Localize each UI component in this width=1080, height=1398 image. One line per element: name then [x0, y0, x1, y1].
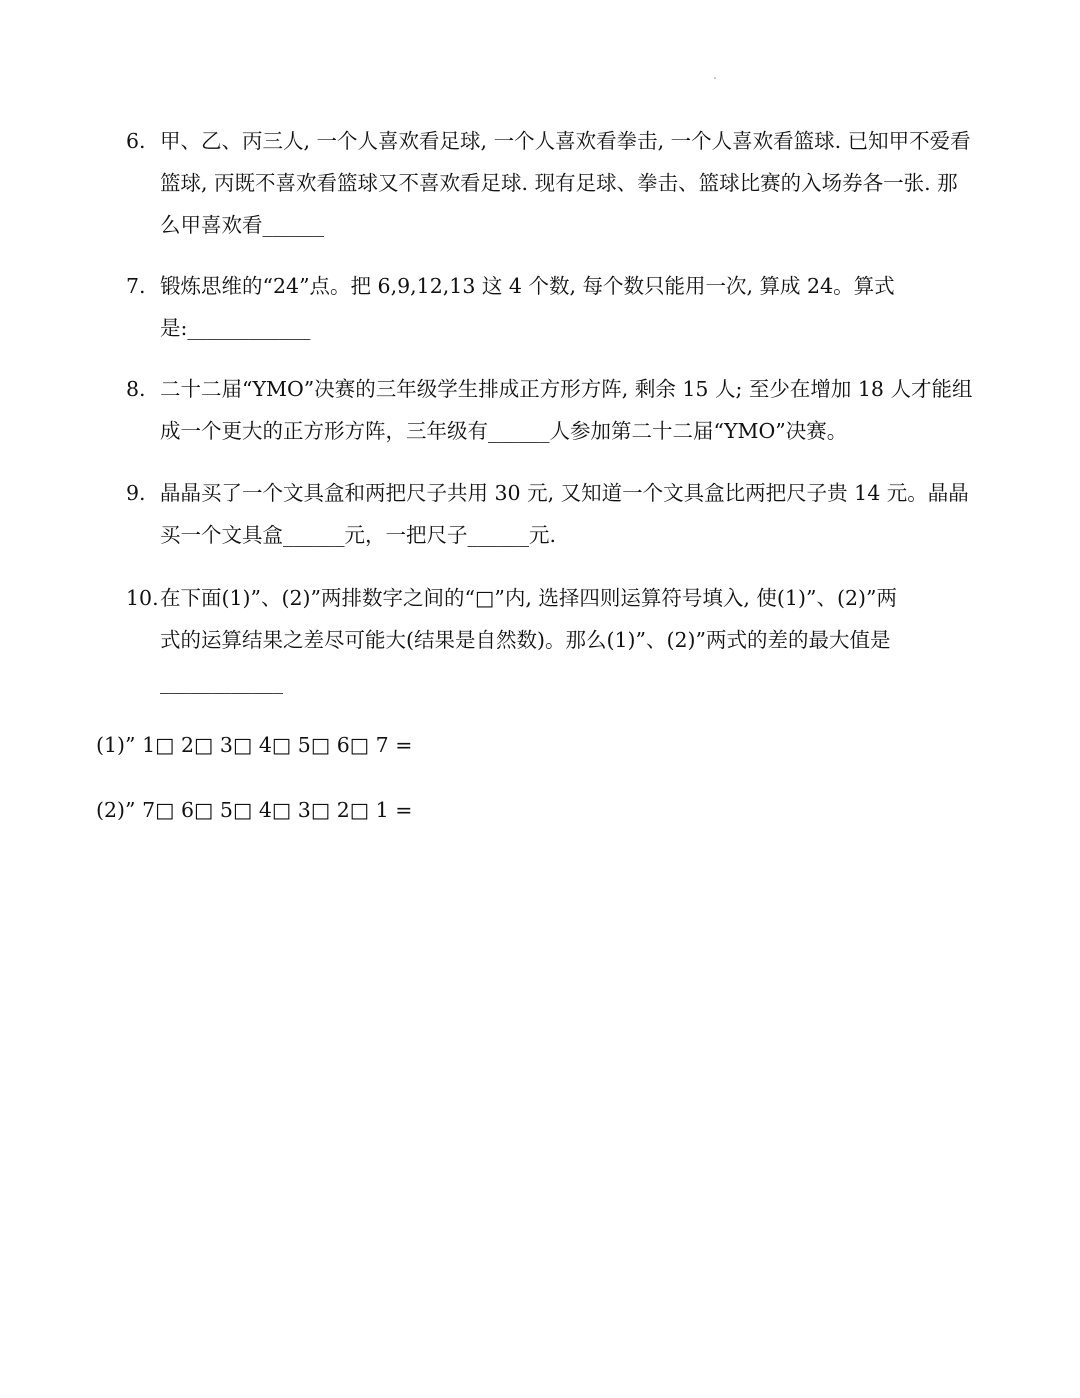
equation-2 [96, 795, 412, 825]
problem-line: 在下面(1)”、(2)”两排数字之间的“□”内, 选择四则运算符号填入, 使(1)”、(2)”两 [160, 586, 897, 610]
problem-line: 是:____________ [160, 316, 311, 340]
equation-expression: 1□ 2□ 3□ 4□ 5□ 6□ 7 = [142, 733, 413, 757]
equation-label: (1)” [96, 733, 136, 757]
problem-10 [126, 577, 988, 703]
problem-line: 二十二届“YMO”决赛的三年级学生排成正方形方阵, 剩余 15 人; 至少在增加 18 人才能组 [160, 377, 973, 401]
problem-9 [126, 472, 988, 556]
problem-8 [126, 368, 988, 452]
problem-line: 甲、乙、丙三人, 一个人喜欢看足球, 一个人喜欢看拳击, 一个人喜欢看篮球. 已知甲不爱看 [160, 129, 971, 153]
equation-1 [96, 730, 412, 760]
equation-label: (2)” [96, 798, 136, 822]
problem-7 [126, 265, 988, 349]
problem-number: 9. [126, 481, 146, 505]
problem-line: 晶晶买了一个文具盒和两把尺子共用 30 元, 又知道一个文具盒比两把尺子贵 14 元。晶晶 [160, 481, 969, 505]
problem-line: 成一个更大的正方形方阵，三年级有______人参加第二十二届“YMO”决赛。 [160, 419, 848, 443]
equation-expression: 7□ 6□ 5□ 4□ 3□ 2□ 1 = [142, 798, 413, 822]
problem-text [160, 577, 988, 703]
problem-text [160, 265, 988, 349]
problem-line: 么甲喜欢看______ [160, 213, 324, 237]
problem-line: 篮球, 丙既不喜欢看篮球又不喜欢看足球. 现有足球、拳击、篮球比赛的入场券各一张. 那 [160, 171, 958, 195]
problem-number: 8. [126, 377, 146, 401]
problem-line: 式的运算结果之差尽可能大(结果是自然数)。那么(1)”、(2)”两式的差的最大值是 [160, 628, 891, 652]
problem-number: 10. [126, 586, 159, 610]
problem-number: 7. [126, 274, 146, 298]
problem-text [160, 472, 988, 556]
problem-line: 锻炼思维的“24”点。把 6,9,12,13 这 4 个数, 每个数只能用一次, 算成 24。算式 [160, 274, 895, 298]
problem-line: ____________ [160, 670, 283, 694]
problem-text [160, 120, 988, 246]
problem-number: 6. [126, 129, 146, 153]
problem-6 [126, 120, 988, 246]
problem-text [160, 368, 988, 452]
problem-line: 买一个文具盒______元，一把尺子______元. [160, 523, 557, 547]
scan-speck [714, 77, 716, 79]
